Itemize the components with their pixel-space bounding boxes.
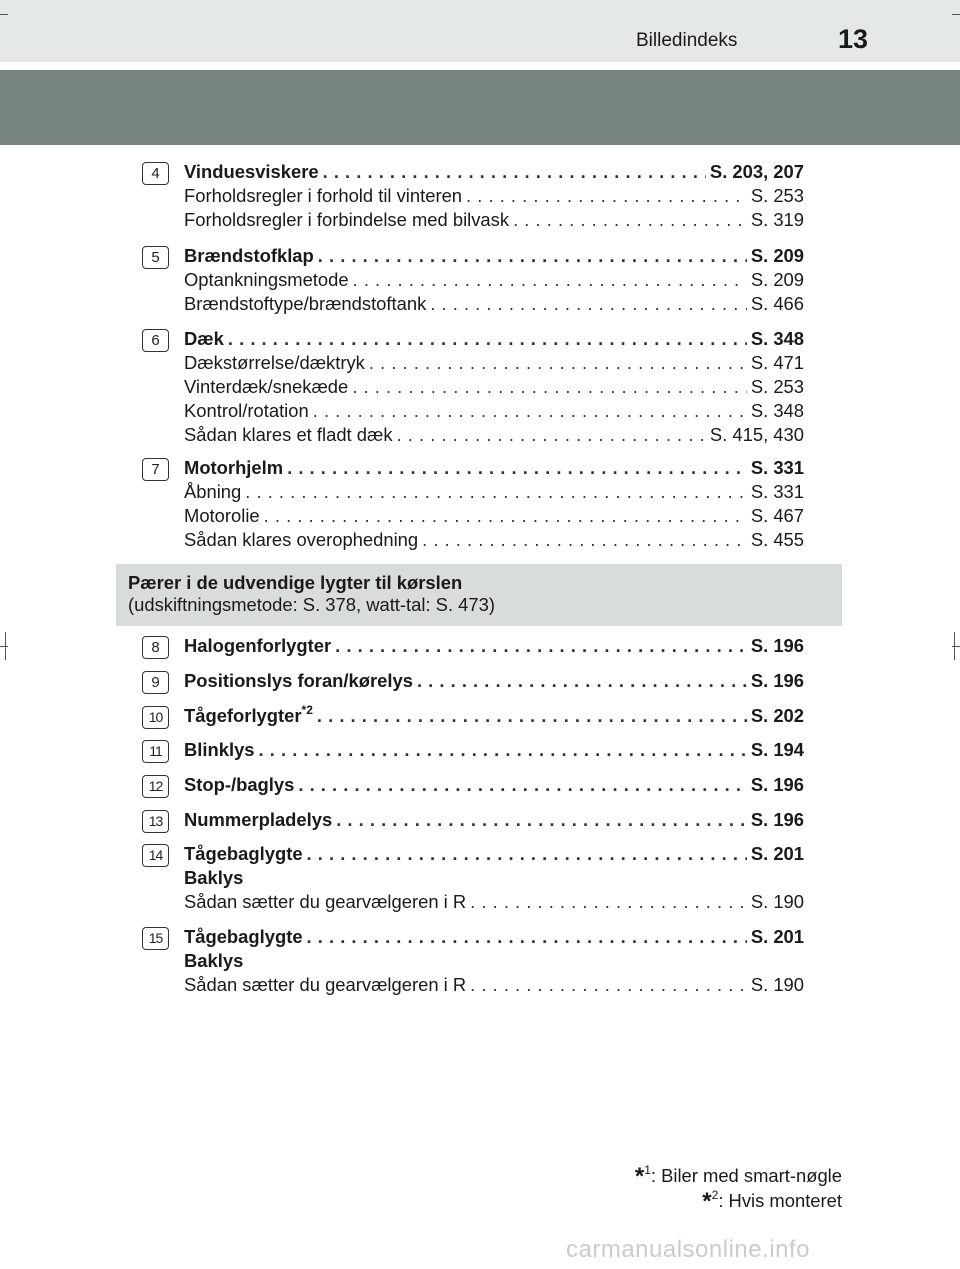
entry-label: Dæk bbox=[184, 328, 224, 349]
dot-leader bbox=[466, 184, 747, 208]
crop-mark bbox=[5, 632, 6, 660]
item-number-badge: 11 bbox=[142, 740, 169, 763]
watermark: carmanualsonline.info bbox=[566, 1236, 810, 1263]
header-band bbox=[0, 70, 960, 145]
index-entry bbox=[184, 268, 804, 292]
page-number: 13 bbox=[838, 24, 869, 54]
entry-label: Sådan klares overophedning bbox=[184, 529, 419, 550]
dot-leader bbox=[417, 669, 747, 693]
item-number-badge: 15 bbox=[142, 927, 169, 950]
dot-leader bbox=[245, 480, 747, 504]
entry-label: Tågebaglygte bbox=[184, 926, 303, 947]
crop-mark bbox=[0, 14, 8, 15]
footnote-1: *$^1$: Biler med smart-nøgle bbox=[634, 1163, 842, 1190]
item-number-badge: 6 bbox=[142, 329, 169, 352]
dot-leader bbox=[228, 327, 747, 351]
entry-page-ref: S. 253 bbox=[750, 185, 804, 206]
entry-label: Baklys bbox=[184, 867, 244, 888]
dot-leader bbox=[259, 738, 747, 762]
index-entry-main bbox=[184, 456, 804, 480]
crop-mark bbox=[952, 14, 960, 15]
index-entry bbox=[184, 423, 804, 447]
index-entry-main bbox=[184, 244, 804, 268]
item-number-badge: 9 bbox=[142, 671, 169, 694]
index-group-6 bbox=[142, 327, 842, 447]
item-number-badge: 13 bbox=[142, 810, 169, 833]
index-entry bbox=[184, 973, 804, 997]
entry-page-ref: S. 331 bbox=[750, 481, 804, 502]
index-entry bbox=[184, 866, 804, 890]
entry-label: Stop-/baglys bbox=[184, 774, 295, 795]
entry-page-ref: S. 201 bbox=[750, 926, 804, 947]
dot-leader bbox=[470, 973, 747, 997]
item-number-badge: 5 bbox=[142, 246, 169, 269]
dot-leader bbox=[369, 351, 747, 375]
entry-label: Forholdsregler i forbindelse med bilvask bbox=[184, 209, 510, 230]
index-group-9 bbox=[142, 669, 842, 693]
index-group-7 bbox=[142, 456, 842, 552]
item-number-badge: 10 bbox=[142, 706, 169, 729]
dot-leader bbox=[323, 160, 706, 184]
entry-page-ref: S. 209 bbox=[750, 245, 804, 266]
entry-label: Kontrol/rotation bbox=[184, 400, 309, 421]
entry-page-ref: S. 348 bbox=[750, 400, 804, 421]
index-entry-main bbox=[184, 327, 804, 351]
entry-page-ref: S. 201 bbox=[750, 843, 804, 864]
entry-page-ref: S. 209 bbox=[750, 269, 804, 290]
entry-label: Dækstørrelse/dæktryk bbox=[184, 352, 365, 373]
entry-label: Tågebaglygte bbox=[184, 843, 303, 864]
index-entry bbox=[184, 292, 804, 316]
bulb-note-title: Pærer i de udvendige lygter til kørslen bbox=[128, 572, 463, 593]
entry-label: Brændstoftype/brændstoftank bbox=[184, 293, 427, 314]
entry-page-ref: S. 319 bbox=[750, 209, 804, 230]
dot-leader bbox=[335, 634, 747, 658]
index-entry-main bbox=[184, 773, 804, 797]
entry-label: Nummerpladelys bbox=[184, 809, 333, 830]
dot-leader bbox=[422, 528, 747, 552]
dot-leader bbox=[317, 704, 747, 728]
header-strip bbox=[0, 0, 960, 62]
index-entry-main bbox=[184, 669, 804, 693]
index-entry bbox=[184, 208, 804, 232]
entry-page-ref: S. 466 bbox=[750, 293, 804, 314]
entry-label: Halogenforlygter bbox=[184, 635, 332, 656]
entry-page-ref: S. 190 bbox=[750, 891, 804, 912]
entry-page-ref: S. 467 bbox=[750, 505, 804, 526]
footnote-2: *$^2$: Hvis monteret bbox=[702, 1188, 842, 1215]
index-entry bbox=[184, 399, 804, 423]
index-entry-main bbox=[184, 160, 804, 184]
index-group-11 bbox=[142, 738, 842, 762]
dot-leader bbox=[513, 208, 747, 232]
entry-page-ref: S. 203, 207 bbox=[709, 161, 804, 182]
dot-leader bbox=[353, 268, 747, 292]
dot-leader bbox=[313, 399, 747, 423]
dot-leader bbox=[318, 244, 747, 268]
crop-mark bbox=[954, 632, 955, 660]
entry-label: Baklys bbox=[184, 950, 244, 971]
entry-label: Optankningsmetode bbox=[184, 269, 349, 290]
crop-mark bbox=[0, 646, 8, 647]
index-group-4 bbox=[142, 160, 842, 232]
item-number-badge: 14 bbox=[142, 844, 169, 867]
entry-page-ref: S. 415, 430 bbox=[709, 424, 804, 445]
entry-label: Brændstofklap bbox=[184, 245, 314, 266]
index-group-12 bbox=[142, 773, 842, 797]
index-entry bbox=[184, 351, 804, 375]
index-entry bbox=[184, 375, 804, 399]
entry-label: Tågeforlygter$^{*2}$ bbox=[184, 703, 313, 726]
index-group-15 bbox=[142, 925, 842, 997]
entry-label: Vinterdæk/snekæde bbox=[184, 376, 349, 397]
index-entry bbox=[184, 480, 804, 504]
entry-label: Blinklys bbox=[184, 739, 255, 760]
item-number-badge: 8 bbox=[142, 636, 169, 659]
dot-leader bbox=[264, 504, 747, 528]
entry-footnote-marker: *2 bbox=[301, 703, 313, 717]
section-title: Billedindeks bbox=[636, 30, 738, 51]
index-entry-main bbox=[184, 925, 804, 949]
entry-page-ref: S. 196 bbox=[750, 809, 804, 830]
entry-page-ref: S. 194 bbox=[750, 739, 804, 760]
index-group-13 bbox=[142, 808, 842, 832]
entry-label: Vinduesviskere bbox=[184, 161, 319, 182]
entry-page-ref: S. 196 bbox=[750, 670, 804, 691]
entry-page-ref: S. 455 bbox=[750, 529, 804, 550]
dot-leader bbox=[352, 375, 747, 399]
index-entry-main bbox=[184, 634, 804, 658]
dot-leader bbox=[397, 423, 706, 447]
dot-leader bbox=[470, 890, 747, 914]
entry-page-ref: S. 196 bbox=[750, 774, 804, 795]
index-entry bbox=[184, 184, 804, 208]
entry-label: Sådan klares et fladt dæk bbox=[184, 424, 393, 445]
item-number-badge: 4 bbox=[142, 162, 169, 185]
entry-page-ref: S. 196 bbox=[750, 635, 804, 656]
index-entry-main bbox=[184, 842, 804, 866]
index-group-10 bbox=[142, 704, 842, 728]
entry-page-ref: S. 331 bbox=[750, 457, 804, 478]
bulb-note-subtitle: (udskiftningsmetode: S. 378, watt-tal: S. 473) bbox=[128, 594, 495, 615]
entry-label: Motorhjelm bbox=[184, 457, 284, 478]
dot-leader bbox=[298, 773, 746, 797]
dot-leader bbox=[287, 456, 747, 480]
entry-page-ref: S. 348 bbox=[750, 328, 804, 349]
index-entry-main bbox=[184, 738, 804, 762]
dot-leader bbox=[430, 292, 747, 316]
dot-leader bbox=[336, 808, 747, 832]
index-group-14 bbox=[142, 842, 842, 914]
footnotes bbox=[635, 1164, 842, 1214]
entry-page-ref: S. 471 bbox=[750, 352, 804, 373]
index-entry bbox=[184, 949, 804, 973]
entry-label: Åbning bbox=[184, 481, 242, 502]
entry-label: Positionslys foran/kørelys bbox=[184, 670, 413, 691]
index-entry bbox=[184, 504, 804, 528]
index-entry-main bbox=[184, 704, 804, 728]
index-entry bbox=[184, 890, 804, 914]
dot-leader bbox=[307, 925, 747, 949]
entry-label: Motorolie bbox=[184, 505, 260, 526]
index-entry-main bbox=[184, 808, 804, 832]
index-entry bbox=[184, 528, 804, 552]
dot-leader bbox=[307, 842, 747, 866]
entry-page-ref: S. 253 bbox=[750, 376, 804, 397]
entry-label: Sådan sætter du gearvælgeren i R bbox=[184, 891, 467, 912]
bulb-note-box bbox=[116, 564, 842, 626]
entry-page-ref: S. 202 bbox=[750, 705, 804, 726]
item-number-badge: 12 bbox=[142, 775, 169, 798]
entry-label: Forholdsregler i forhold til vinteren bbox=[184, 185, 463, 206]
index-group-5 bbox=[142, 244, 842, 316]
entry-label: Sådan sætter du gearvælgeren i R bbox=[184, 974, 467, 995]
item-number-badge: 7 bbox=[142, 458, 169, 481]
entry-page-ref: S. 190 bbox=[750, 974, 804, 995]
index-group-8 bbox=[142, 634, 842, 658]
